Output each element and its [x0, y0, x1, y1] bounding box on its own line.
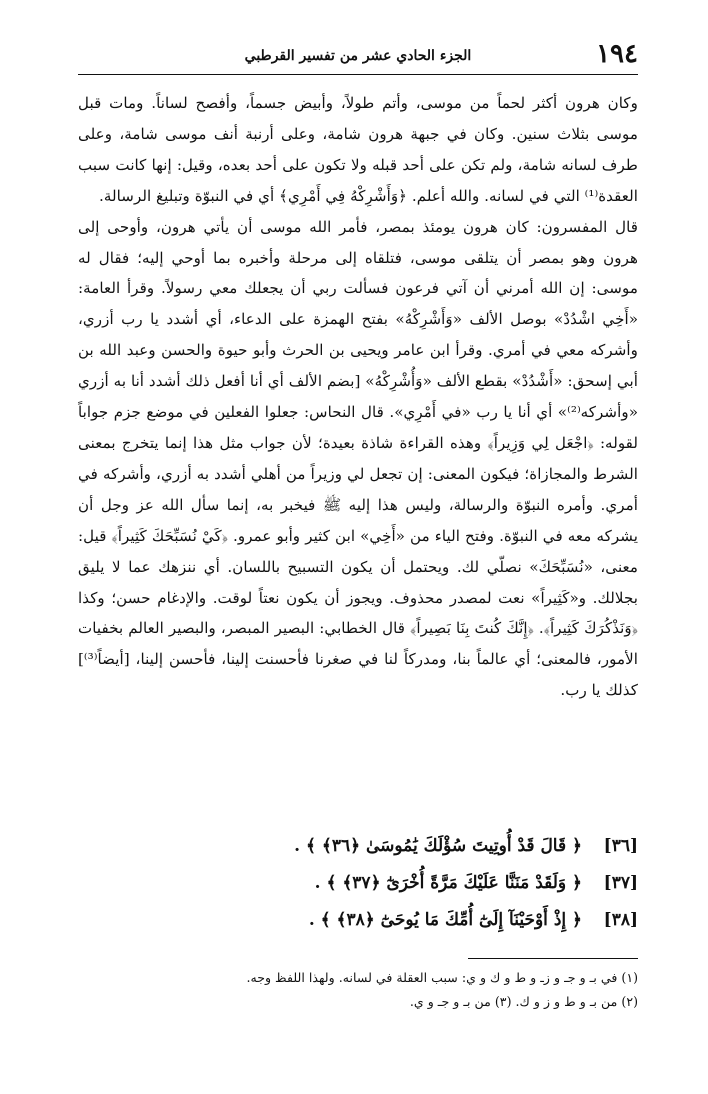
verse-line	[78, 902, 638, 939]
running-title: الجزء الحادي عشر من تفسير القرطبي	[244, 48, 472, 64]
footnote-divider	[468, 958, 638, 959]
verse-list	[78, 828, 638, 939]
verse-number: [٣٧]	[603, 873, 638, 893]
verse-number: [٣٨]	[603, 910, 638, 930]
page-number: ١٩٤	[596, 39, 638, 69]
footnote: (٢) من بـ و ط و ز و ك. (٣) من بـ و جـ و ي.	[409, 994, 638, 1009]
verse-text: ﴿ إِذْ أَوْحَيْنَآ إِلَىٰٓ أُمِّكَ مَا يُوحَىٰٓ ﴿٣٨﴾ ﴾ .	[308, 910, 582, 930]
main-text	[78, 88, 638, 706]
paragraph: قال المفسرون: كان هرون يومئذ بمصر، فأمر الله موسى أن يأتي هرون، وأوحى إلى هرون وهو بمصر أن يتلقى موسى، فتلقاه إلى مرحلة وأخبره بما أوحي إليه؛ فقال له موسى: إن الله أمرني أن آتي فرعون فسألت ربي أن يجعلك معي رسولاً. وقرأ العامة: «أَخِي اشْدُدْ» بوصل الألف «وَأَشْرِكْهُ» بفتح الهمزة على الدعاء، أي أشدد يا رب أزري، وأشركه معي في أمري. وقرأ ابن عامر ويحيى بن الحرث وأبو حيوة والحسن وعبد الله بن أبي إسحق: «أَشْدُدْ» بقطع الألف «وَأُشْرِكْهُ» [بضم الألف أي أنا أفعل ذلك أشدد أنا به أزري «وأشركه⁽²⁾» أي أنا يا رب «في أَمْرِي». قال النحاس: جعلوا الفعلين في موضع جزم جواباً لقوله: ﴿اجْعَل لِي وَزِيراً﴾ وهذه القراءة شاذة بعيدة؛ لأن جواب مثل هذا إنما يتخرج بمعنى الشرط والمجازاة؛ فيكون المعنى: إن تجعل لي وزيراً من أهلي أشدد به أزري، وأشركه في أمري. وأمره النبوّة والرسالة، وليس هذا إليه ﷺ فيخبر به، إنما سأل الله عز وجل أن يشركه معه في النبوّة. وفتح الياء من «أَخِي» ابن كثير وأبو عمرو. ﴿كَيْ نُسَبِّحَكَ كَثِيراً﴾ قيل: معنى، «نُسَبِّحَكَ» نصلّي لك. ويحتمل أن يكون التسبيح باللسان. أي ننزهك عما لا يليق بجلالك. و«كَثِيراً» نعت لمصدر محذوف. ويجوز أن يكون نعتاً لوقت. والإدغام حسن؛ وكذا ﴿وَنَذْكُرَكَ كَثِيراً﴾. ﴿إِنَّكَ كُنتَ بِنَا بَصِيراً﴾ قال الخطابي: البصير المبصر، والبصير العالم بخفيات الأمور، فالمعنى؛ أي عالماً بنا، ومدركاً لنا في صغرنا فأحسنت إلينا، فأحسن إلينا، [أيضاً⁽³⁾] كذلك يا رب.	[78, 217, 638, 700]
verse-text: ﴿ قَالَ قَدْ أُوتِيتَ سُؤْلَكَ يَٰمُوسَىٰ ﴿٣٦﴾ ﴾ .	[294, 836, 582, 856]
verse-line	[78, 865, 638, 902]
footnote: (١) في بـ و جـ و زـ و ط و ك و ي: سبب العقلة في لسانه. ولهذا اللفظ وجه.	[246, 970, 638, 985]
verse-number: [٣٦]	[603, 836, 638, 856]
page-header	[78, 38, 638, 75]
verse-line	[78, 828, 638, 865]
verse-text: ﴿ وَلَقَدْ مَنَنَّا عَلَيْكَ مَرَّةً أُخْرَىٰٓ ﴿٣٧﴾ ﴾ .	[314, 873, 582, 893]
footnotes	[78, 966, 638, 1014]
paragraph: وكان هرون أكثر لحماً من موسى، وأتم طولاً، وأبيض جسماً، وأفصح لساناً. ومات قبل موسى بثلاث سنين. وكان في جبهة هرون شامة، وعلى أرنبة أنف موسى شامة، وعلى طرف لسانه شامة، ولم تكن على أحد قبله ولا تكون على أحد بعده، وقيل: إنها كانت سبب العقدة⁽¹⁾ التي في لسانه. والله أعلم. ﴿وَأَشْرِكْهُ فِي أَمْرِي﴾ أي في النبوّة وتبليغ الرسالة.	[78, 94, 638, 205]
